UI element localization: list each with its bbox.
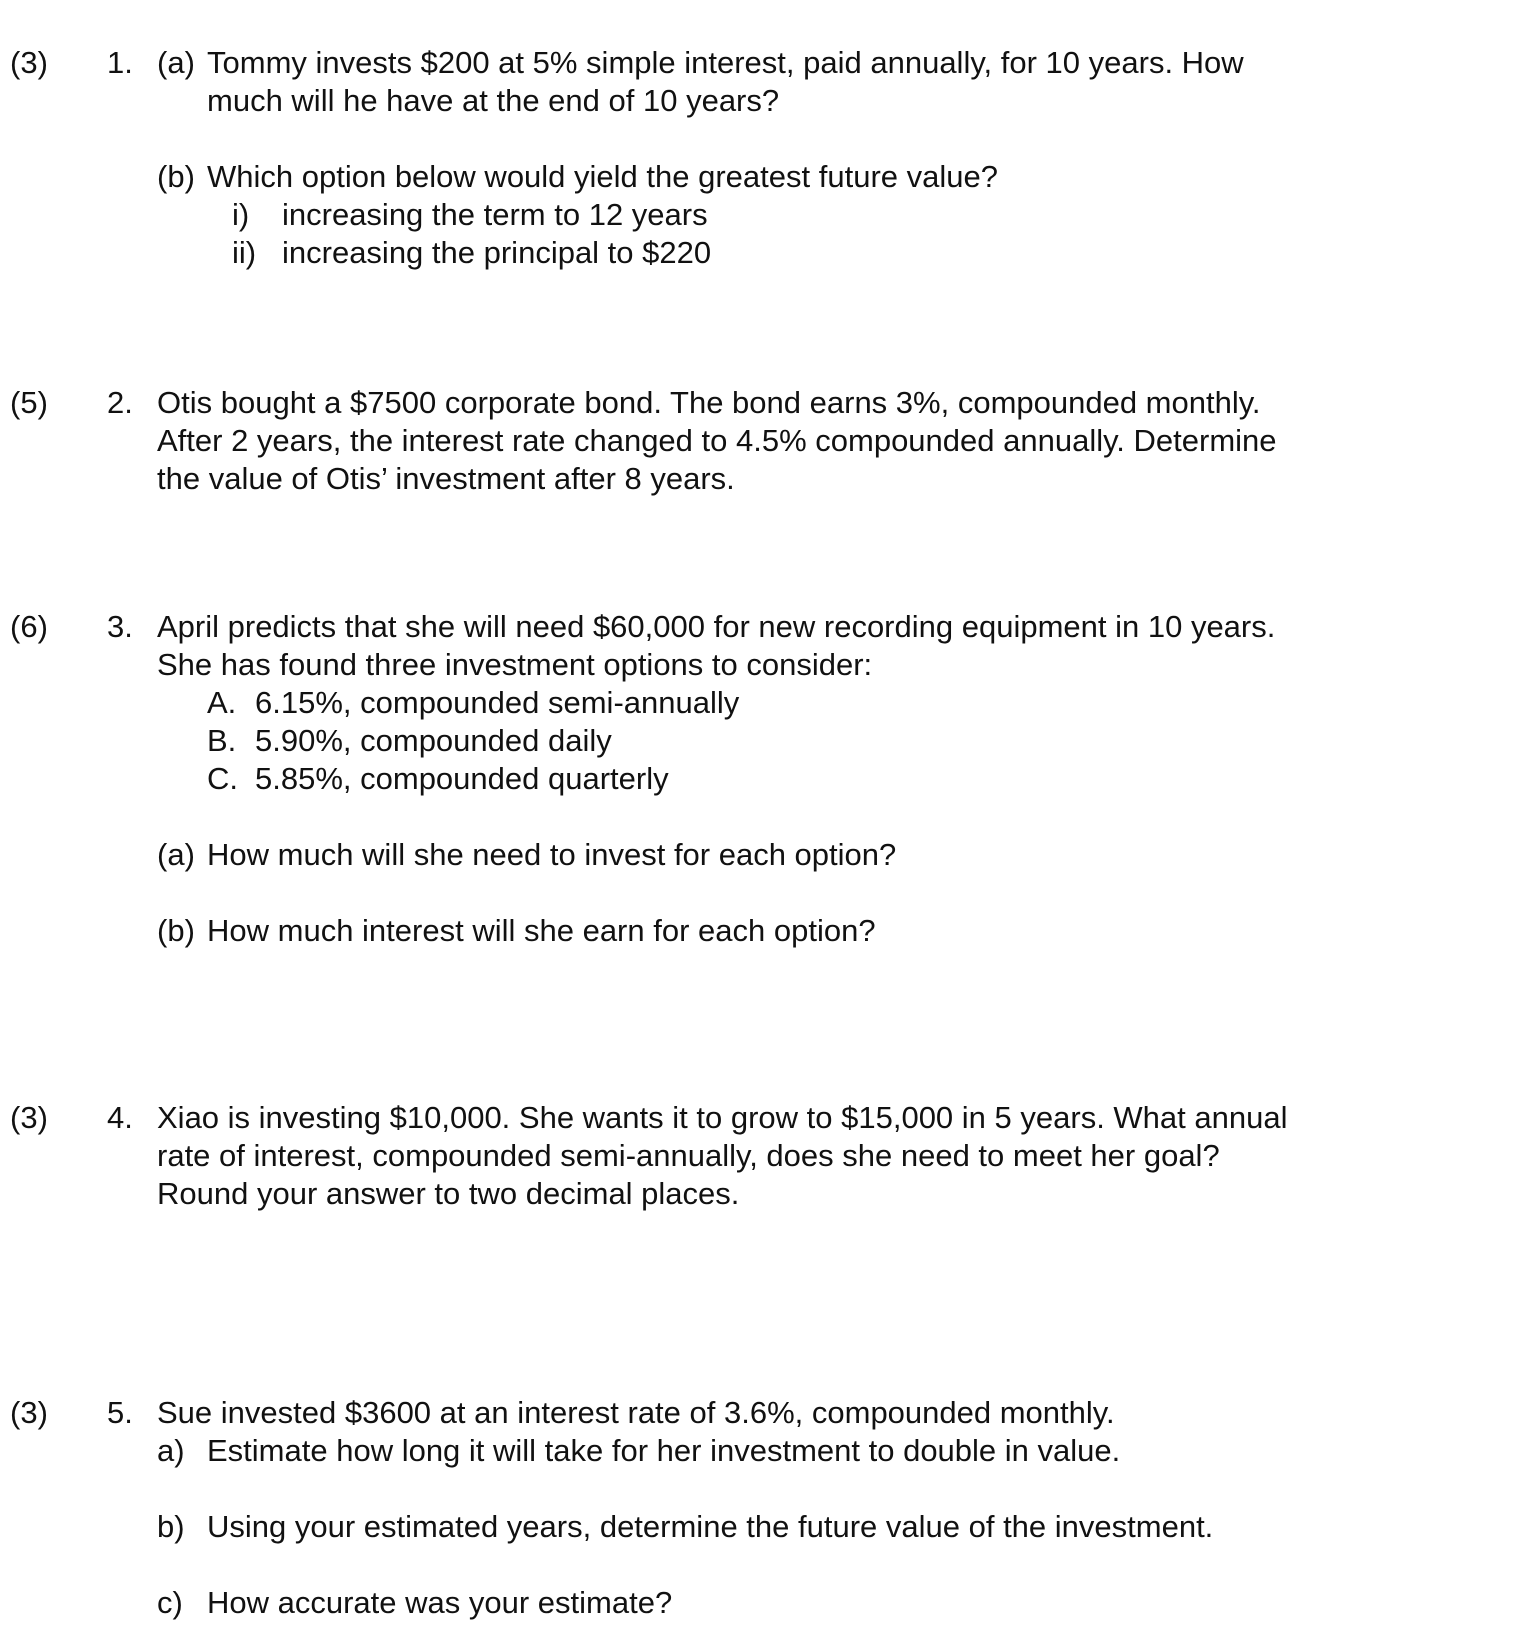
question-text: Tommy invests $200 at 5% simple interest, paid annually, for 10 years. How — [207, 45, 1244, 80]
part-label: b) — [157, 1509, 185, 1544]
question-text: Otis bought a $7500 corporate bond. The bond earns 3%, compounded monthly. — [157, 385, 1261, 420]
question-text: the value of Otis’ investment after 8 years. — [157, 461, 735, 496]
question-text: How much will she need to invest for each option? — [207, 837, 897, 872]
question-text: After 2 years, the interest rate changed to 4.5% compounded annually. Determine — [157, 423, 1277, 458]
question-text: She has found three investment options to consider: — [157, 647, 873, 682]
question-text: Using your estimated years, determine the future value of the investment. — [207, 1509, 1214, 1544]
option-label: B. — [207, 723, 237, 758]
part-label: (a) — [157, 837, 195, 872]
question-text: Xiao is investing $10,000. She wants it to grow to $15,000 in 5 years. What annual — [157, 1100, 1288, 1135]
question-marks: (3) — [10, 45, 48, 80]
part-label: (b) — [157, 913, 195, 948]
part-label: a) — [157, 1433, 185, 1468]
question-text: much will he have at the end of 10 years? — [207, 83, 780, 118]
part-label: c) — [157, 1585, 183, 1620]
option-label: i) — [232, 197, 250, 232]
question-text: Round your answer to two decimal places. — [157, 1176, 740, 1211]
question-text: Which option below would yield the greatest future value? — [207, 159, 998, 194]
option-label: ii) — [232, 235, 257, 270]
question-text: rate of interest, compounded semi-annually, does she need to meet her goal? — [157, 1138, 1220, 1173]
question-marks: (3) — [10, 1395, 48, 1430]
option-text: increasing the principal to $220 — [282, 235, 712, 270]
option-text: 6.15%, compounded semi-annually — [255, 685, 740, 720]
question-text: How much interest will she earn for each option? — [207, 913, 876, 948]
option-text: 5.90%, compounded daily — [255, 723, 612, 758]
question-number: 1. — [107, 45, 133, 80]
option-label: C. — [207, 761, 238, 796]
question-number: 4. — [107, 1100, 133, 1135]
question-marks: (6) — [10, 609, 48, 644]
option-text: 5.85%, compounded quarterly — [255, 761, 669, 796]
question-number: 5. — [107, 1395, 133, 1430]
question-number: 3. — [107, 609, 133, 644]
part-label: (a) — [157, 45, 195, 80]
question-text: Estimate how long it will take for her investment to double in value. — [207, 1433, 1121, 1468]
question-text: Sue invested $3600 at an interest rate of 3.6%, compounded monthly. — [157, 1395, 1115, 1430]
question-number: 2. — [107, 385, 133, 420]
option-label: A. — [207, 685, 237, 720]
question-marks: (5) — [10, 385, 48, 420]
question-text: April predicts that she will need $60,000 for new recording equipment in 10 years. — [157, 609, 1276, 644]
question-marks: (3) — [10, 1100, 48, 1135]
question-text: How accurate was your estimate? — [207, 1585, 673, 1620]
option-text: increasing the term to 12 years — [282, 197, 708, 232]
part-label: (b) — [157, 159, 195, 194]
